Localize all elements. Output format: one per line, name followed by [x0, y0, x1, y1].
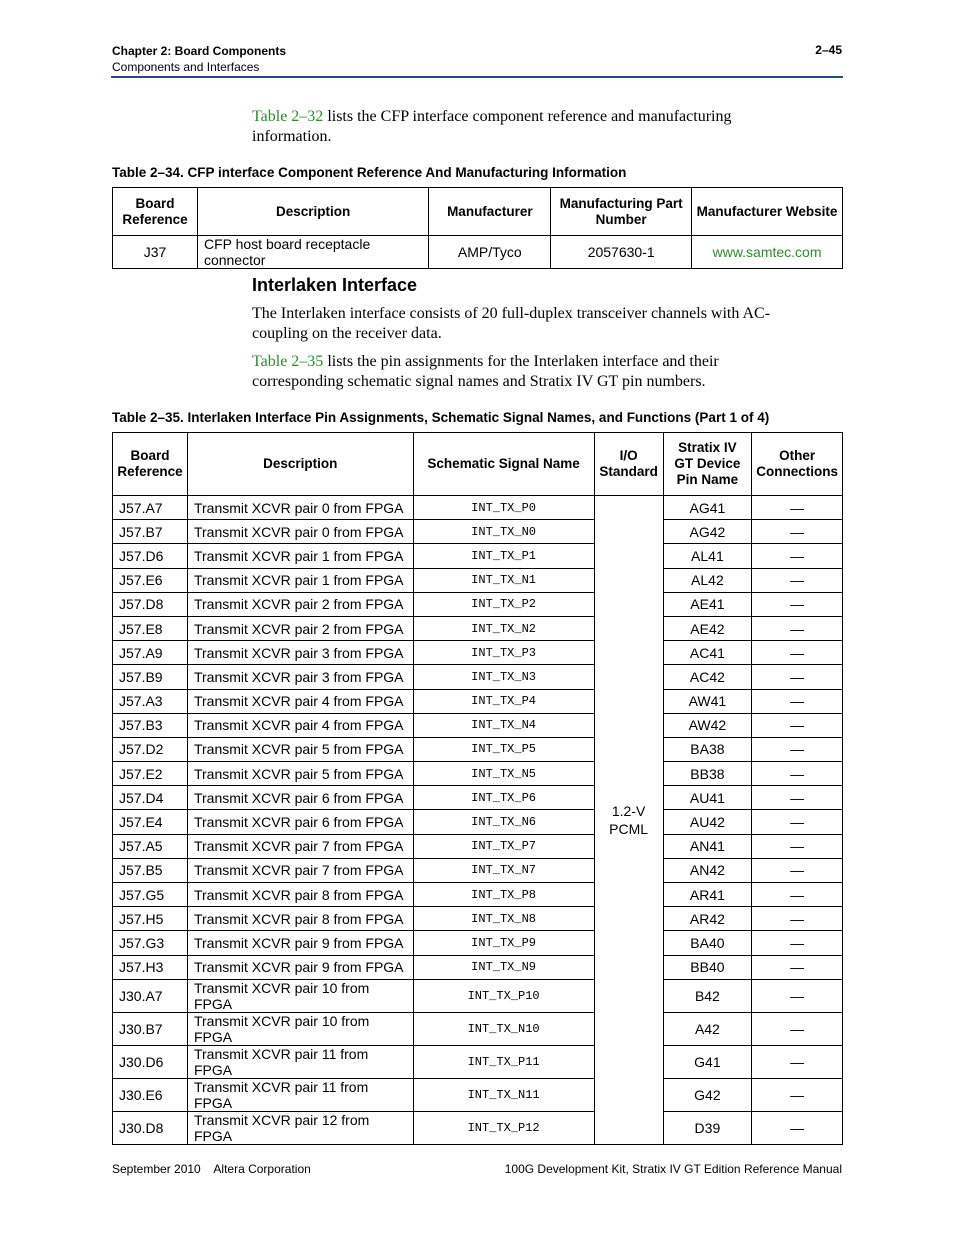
cell-description: Transmit XCVR pair 8 from FPGA — [187, 883, 413, 907]
cell-other-connections: — — [752, 810, 843, 834]
cell-signal-name: INT_TX_P1 — [413, 544, 594, 568]
cell-io-standard: 1.2-V PCML — [594, 496, 663, 1145]
cell-description: Transmit XCVR pair 10 from FPGA — [187, 1012, 413, 1045]
cell-other-connections: — — [752, 955, 843, 979]
cell-board-reference: J57.E6 — [113, 568, 188, 592]
cell-description: Transmit XCVR pair 2 from FPGA — [187, 616, 413, 640]
cell-board-reference: J30.D8 — [113, 1111, 188, 1144]
cell-pin-name: AW42 — [663, 713, 752, 737]
interlaken-paragraph-2: Table 2–35 lists the pin assignments for the Interlaken interface and their corresponding schematic signal names and Stratix IV GT pin numbers. — [252, 353, 719, 390]
cell-pin-name: A42 — [663, 1012, 752, 1045]
cell-pin-name: AU41 — [663, 786, 752, 810]
cell-board-reference: J57.A9 — [113, 641, 188, 665]
interlaken-heading: Interlaken Interface — [252, 275, 418, 295]
cell-description: Transmit XCVR pair 12 from FPGA — [187, 1111, 413, 1144]
cell-description: Transmit XCVR pair 9 from FPGA — [187, 955, 413, 979]
cell-description: Transmit XCVR pair 5 from FPGA — [187, 737, 413, 761]
page-header — [112, 43, 286, 75]
cell-description: Transmit XCVR pair 6 from FPGA — [187, 810, 413, 834]
cell-pin-name: G41 — [663, 1045, 752, 1078]
cell-pin-name: D39 — [663, 1111, 752, 1144]
cell-pin-name: AR41 — [663, 883, 752, 907]
cell-board-reference: J57.D8 — [113, 592, 188, 616]
cell-description: Transmit XCVR pair 11 from FPGA — [187, 1078, 413, 1111]
table-row — [113, 858, 843, 882]
cell-board-reference: J57.A7 — [113, 496, 188, 520]
cell-other-connections: — — [752, 883, 843, 907]
cell-desc: CFP host board receptacle connector — [197, 236, 428, 269]
cell-signal-name: INT_TX_P11 — [413, 1045, 594, 1078]
cell-board-reference: J57.G5 — [113, 883, 188, 907]
cell-description: Transmit XCVR pair 4 from FPGA — [187, 689, 413, 713]
cell-other-connections: — — [752, 786, 843, 810]
cell-description: Transmit XCVR pair 6 from FPGA — [187, 786, 413, 810]
cell-signal-name: INT_TX_N8 — [413, 907, 594, 931]
cell-other-connections: — — [752, 834, 843, 858]
cell-board-reference: J57.H3 — [113, 955, 188, 979]
cell-board-reference: J57.B5 — [113, 858, 188, 882]
cell-signal-name: INT_TX_P3 — [413, 641, 594, 665]
cell-signal-name: INT_TX_N7 — [413, 858, 594, 882]
interlaken-pin-table — [112, 432, 843, 1145]
cell-board-reference: J57.E8 — [113, 616, 188, 640]
col-description: Description — [187, 433, 413, 496]
cell-board-reference: J30.B7 — [113, 1012, 188, 1045]
cell-mfr: AMP/Tyco — [429, 236, 551, 269]
cell-other-connections: — — [752, 520, 843, 544]
cell-other-connections: — — [752, 544, 843, 568]
cell-other-connections: — — [752, 665, 843, 689]
cell-other-connections: — — [752, 641, 843, 665]
cell-pin-name: AN41 — [663, 834, 752, 858]
cell-signal-name: INT_TX_P4 — [413, 689, 594, 713]
cell-other-connections: — — [752, 689, 843, 713]
cell-signal-name: INT_TX_N6 — [413, 810, 594, 834]
cell-description: Transmit XCVR pair 5 from FPGA — [187, 762, 413, 786]
cell-pin-name: AL41 — [663, 544, 752, 568]
intro-paragraph: Table 2–32 lists the CFP interface component reference and manufacturing information. — [252, 108, 732, 145]
table-row — [113, 810, 843, 834]
cell-signal-name: INT_TX_N1 — [413, 568, 594, 592]
cell-pin-name: BA40 — [663, 931, 752, 955]
cfp-component-table — [112, 187, 843, 269]
cell-signal-name: INT_TX_N2 — [413, 616, 594, 640]
table-row — [113, 1045, 843, 1078]
cell-signal-name: INT_TX_P0 — [413, 496, 594, 520]
header-rule — [111, 76, 843, 78]
cell-pin-name: AU42 — [663, 810, 752, 834]
cell-other-connections: — — [752, 931, 843, 955]
table-row — [113, 979, 843, 1012]
cell-pin-name: B42 — [663, 979, 752, 1012]
cell-description: Transmit XCVR pair 11 from FPGA — [187, 1045, 413, 1078]
cell-pin-name: AR42 — [663, 907, 752, 931]
cell-board-reference: J57.H5 — [113, 907, 188, 931]
cell-other-connections: — — [752, 616, 843, 640]
cell-pin-name: AE42 — [663, 616, 752, 640]
col-board-reference: Board Reference — [113, 188, 198, 236]
table-row — [113, 786, 843, 810]
cell-pin-name: BB40 — [663, 955, 752, 979]
col-description: Description — [197, 188, 428, 236]
col-board-reference: Board Reference — [113, 433, 188, 496]
cell-description: Transmit XCVR pair 3 from FPGA — [187, 665, 413, 689]
table-row — [113, 1078, 843, 1111]
cell-pin-name: AG41 — [663, 496, 752, 520]
cell-pin-name: AC41 — [663, 641, 752, 665]
cell-part: 2057630-1 — [551, 236, 692, 269]
cell-pin-name: AC42 — [663, 665, 752, 689]
table-34-caption: Table 2–34. CFP interface Component Reference And Manufacturing Information — [112, 165, 627, 180]
cell-other-connections: — — [752, 907, 843, 931]
table-row — [113, 834, 843, 858]
cell-pin-name: BA38 — [663, 737, 752, 761]
cell-pin-name: AL42 — [663, 568, 752, 592]
table-row — [113, 568, 843, 592]
cell-other-connections: — — [752, 713, 843, 737]
cell-board-reference: J30.A7 — [113, 979, 188, 1012]
cell-other-connections: — — [752, 1045, 843, 1078]
cell-board-reference: J57.D4 — [113, 786, 188, 810]
cell-description: Transmit XCVR pair 7 from FPGA — [187, 834, 413, 858]
col-signal-name: Schematic Signal Name — [413, 433, 594, 496]
cell-description: Transmit XCVR pair 1 from FPGA — [187, 544, 413, 568]
cell-description: Transmit XCVR pair 4 from FPGA — [187, 713, 413, 737]
table-row — [113, 737, 843, 761]
chapter-title: Chapter 2: Board Components — [112, 44, 287, 58]
cell-signal-name: INT_TX_P2 — [413, 592, 594, 616]
cell-description: Transmit XCVR pair 10 from FPGA — [187, 979, 413, 1012]
cell-other-connections: — — [752, 568, 843, 592]
cell-signal-name: INT_TX_N5 — [413, 762, 594, 786]
cell-description: Transmit XCVR pair 2 from FPGA — [187, 592, 413, 616]
cell-signal-name: INT_TX_N11 — [413, 1078, 594, 1111]
cell-board-reference: J57.A3 — [113, 689, 188, 713]
cell-signal-name: INT_TX_P6 — [413, 786, 594, 810]
cell-description: Transmit XCVR pair 9 from FPGA — [187, 931, 413, 955]
footer-left: September 2010 Altera Corporation — [112, 1162, 311, 1176]
cell-board-reference: J57.G3 — [113, 931, 188, 955]
table-row — [113, 713, 843, 737]
cell-signal-name: INT_TX_P12 — [413, 1111, 594, 1144]
col-part-number: Manufacturing Part Number — [551, 188, 692, 236]
website-link[interactable]: www.samtec.com — [692, 236, 843, 269]
cell-signal-name: INT_TX_P8 — [413, 883, 594, 907]
cell-signal-name: INT_TX_N9 — [413, 955, 594, 979]
cell-board-reference: J57.D6 — [113, 544, 188, 568]
cell-board-reference: J57.A5 — [113, 834, 188, 858]
table-row — [113, 592, 843, 616]
cell-board-reference: J57.B9 — [113, 665, 188, 689]
cell-board-reference: J30.D6 — [113, 1045, 188, 1078]
table-row — [113, 665, 843, 689]
table-row — [113, 1012, 843, 1045]
cell-pin-name: AG42 — [663, 520, 752, 544]
table-row — [113, 907, 843, 931]
cell-pin-name: G42 — [663, 1078, 752, 1111]
interlaken-paragraph-1: The Interlaken interface consists of 20 full-duplex transceiver channels with AC-coupling on the receiver data. — [252, 305, 771, 342]
cell-other-connections: — — [752, 496, 843, 520]
cell-other-connections: — — [752, 762, 843, 786]
cell-description: Transmit XCVR pair 1 from FPGA — [187, 568, 413, 592]
cell-other-connections: — — [752, 979, 843, 1012]
footer-right: 100G Development Kit, Stratix IV GT Edition Reference Manual — [504, 1162, 842, 1176]
table-row — [113, 616, 843, 640]
table-row — [113, 520, 843, 544]
col-manufacturer: Manufacturer — [429, 188, 551, 236]
cell-signal-name: INT_TX_N0 — [413, 520, 594, 544]
cell-other-connections: — — [752, 592, 843, 616]
cell-other-connections: — — [752, 858, 843, 882]
cell-signal-name: INT_TX_P10 — [413, 979, 594, 1012]
table-row — [113, 689, 843, 713]
table-row — [113, 1111, 843, 1144]
table-row — [113, 931, 843, 955]
cell-description: Transmit XCVR pair 0 from FPGA — [187, 520, 413, 544]
cell-description: Transmit XCVR pair 3 from FPGA — [187, 641, 413, 665]
page-number: 2–45 — [815, 43, 842, 57]
cell-signal-name: INT_TX_N10 — [413, 1012, 594, 1045]
table-row — [113, 883, 843, 907]
cell-other-connections: — — [752, 1078, 843, 1111]
cell-board-reference: J57.D2 — [113, 737, 188, 761]
col-other-connections: Other Connections — [752, 433, 843, 496]
table-35-caption: Table 2–35. Interlaken Interface Pin Assignments, Schematic Signal Names, and Functions (Part 1 of 4) — [112, 410, 770, 425]
cell-other-connections: — — [752, 1111, 843, 1144]
cell-signal-name: INT_TX_N4 — [413, 713, 594, 737]
cell-board-reference: J57.E4 — [113, 810, 188, 834]
table-row — [113, 236, 843, 269]
cell-pin-name: AE41 — [663, 592, 752, 616]
cell-other-connections: — — [752, 737, 843, 761]
col-pin-name: Stratix IV GT Device Pin Name — [663, 433, 752, 496]
cell-signal-name: INT_TX_N3 — [413, 665, 594, 689]
cell-ref: J37 — [113, 236, 198, 269]
col-website: Manufacturer Website — [692, 188, 843, 236]
cell-board-reference: J57.B3 — [113, 713, 188, 737]
cell-board-reference: J57.E2 — [113, 762, 188, 786]
cell-pin-name: AN42 — [663, 858, 752, 882]
cell-signal-name: INT_TX_P9 — [413, 931, 594, 955]
table-row — [113, 496, 843, 520]
table-row — [113, 955, 843, 979]
cell-pin-name: AW41 — [663, 689, 752, 713]
col-io-standard: I/O Standard — [594, 433, 663, 496]
table-2-32-link[interactable]: Table 2–32 — [252, 108, 324, 125]
table-row — [113, 762, 843, 786]
cell-other-connections: — — [752, 1012, 843, 1045]
table-row — [113, 641, 843, 665]
cell-pin-name: BB38 — [663, 762, 752, 786]
cell-description: Transmit XCVR pair 7 from FPGA — [187, 858, 413, 882]
cell-signal-name: INT_TX_P7 — [413, 834, 594, 858]
table-2-35-link[interactable]: Table 2–35 — [252, 353, 324, 370]
table-row — [113, 544, 843, 568]
cell-board-reference: J57.B7 — [113, 520, 188, 544]
cell-description: Transmit XCVR pair 0 from FPGA — [187, 496, 413, 520]
cell-board-reference: J30.E6 — [113, 1078, 188, 1111]
cell-signal-name: INT_TX_P5 — [413, 737, 594, 761]
cell-description: Transmit XCVR pair 8 from FPGA — [187, 907, 413, 931]
section-title: Components and Interfaces — [112, 60, 260, 74]
